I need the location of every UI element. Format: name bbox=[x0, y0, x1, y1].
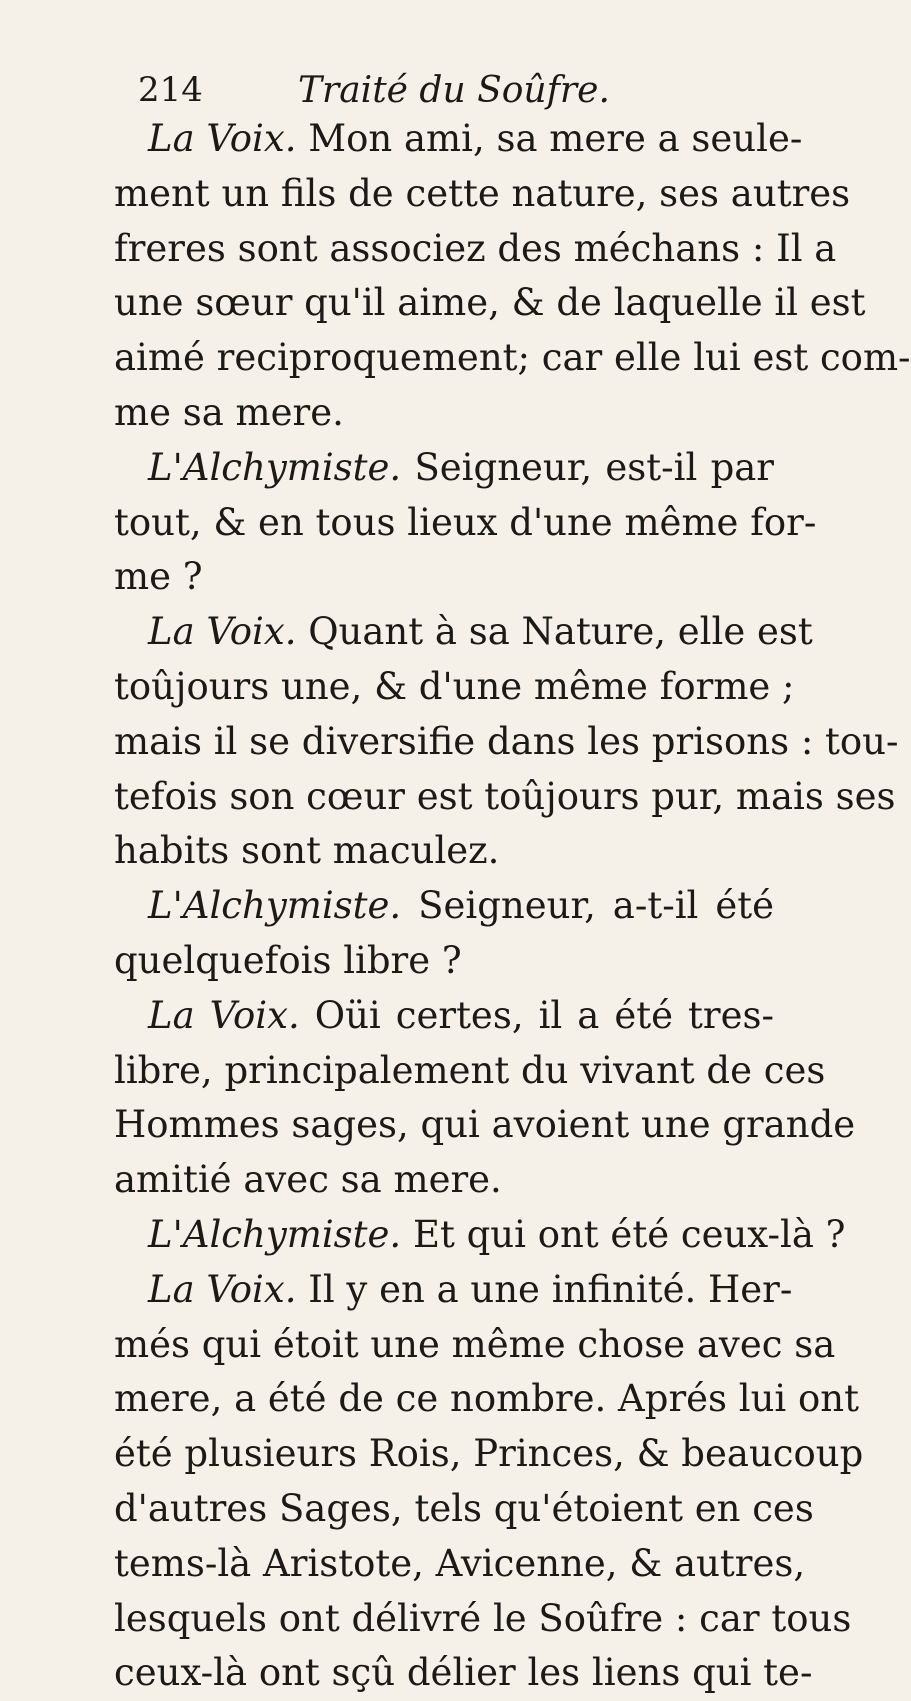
line-text: Mon ami, sa mere a seule- bbox=[296, 117, 803, 160]
text-line bbox=[114, 934, 774, 989]
line-text: tefois son cœur est toûjours pur, mais ses bbox=[114, 774, 896, 818]
line-text: habits sont maculez. bbox=[114, 829, 500, 873]
text-line bbox=[114, 1482, 814, 1537]
line-text: Seigneur, a-t-il été bbox=[401, 884, 774, 928]
text-line bbox=[114, 1372, 860, 1427]
text-line bbox=[114, 1427, 864, 1482]
text-line bbox=[114, 1208, 846, 1263]
text-line bbox=[114, 660, 795, 715]
text-line bbox=[114, 222, 837, 277]
line-text: lesquels ont délivré le Soûfre : car tous bbox=[114, 1596, 852, 1640]
text-line bbox=[114, 1098, 856, 1153]
text-line bbox=[114, 167, 851, 222]
text-line bbox=[114, 1537, 806, 1592]
line-text: quelquefois libre ? bbox=[114, 938, 462, 982]
page-number: 214 bbox=[138, 70, 203, 110]
line-text: mere, a été de ce nombre. Aprés lui ont bbox=[114, 1377, 860, 1421]
line-text: me ? bbox=[114, 555, 203, 599]
text-line bbox=[114, 1646, 813, 1701]
text-line bbox=[114, 112, 803, 167]
line-text: me sa mere. bbox=[114, 390, 344, 434]
speaker-name: La Voix. bbox=[148, 117, 297, 160]
text-line bbox=[114, 770, 896, 825]
line-text: été plusieurs Rois, Princes, & beaucoup bbox=[114, 1432, 864, 1476]
text-line bbox=[114, 331, 911, 386]
speaker-name: La Voix. bbox=[148, 1267, 297, 1311]
line-text: une sœur qu'il aime, & de laquelle il est bbox=[114, 281, 866, 325]
body-text bbox=[114, 112, 911, 1701]
line-text: ment un fils de cette nature, ses autres bbox=[114, 171, 851, 215]
text-line bbox=[114, 1263, 793, 1318]
speaker-name: L'Alchymiste. bbox=[148, 1212, 402, 1256]
line-text: Hommes sages, qui avoient une grande bbox=[114, 1103, 856, 1147]
line-text: Oüi certes, il a été tres- bbox=[299, 993, 774, 1037]
text-line bbox=[114, 879, 774, 934]
text-line bbox=[114, 1153, 774, 1208]
text-line bbox=[114, 386, 774, 441]
line-text: libre, principalement du vivant de ces bbox=[114, 1048, 826, 1092]
text-line bbox=[114, 715, 899, 770]
line-text: més qui étoit une même chose avec sa bbox=[114, 1322, 836, 1366]
text-line bbox=[114, 1318, 836, 1373]
speaker-name: L'Alchymiste. bbox=[148, 445, 402, 489]
speaker-name: L'Alchymiste. bbox=[148, 884, 402, 928]
speaker-name: La Voix. bbox=[148, 610, 297, 654]
text-line bbox=[114, 550, 774, 605]
line-text: tems-là Aristote, Avicenne, & autres, bbox=[114, 1541, 806, 1585]
line-text: Seigneur, est-il par bbox=[401, 445, 774, 489]
text-line bbox=[114, 1044, 826, 1099]
line-text: tout, & en tous lieux d'une même for- bbox=[114, 500, 817, 544]
line-text: d'autres Sages, tels qu'étoient en ces bbox=[114, 1486, 814, 1530]
line-text: freres sont associez des méchans : Il a bbox=[114, 226, 837, 270]
text-line bbox=[114, 496, 817, 551]
line-text: mais il se diversifie dans les prisons : tou- bbox=[114, 719, 899, 763]
text-line bbox=[114, 276, 866, 331]
line-text: amitié avec sa mere. bbox=[114, 1158, 502, 1202]
line-text: aimé reciproquement; car elle lui est com- bbox=[114, 336, 911, 380]
line-text: ceux-là ont sçû délier les liens qui te- bbox=[114, 1651, 813, 1695]
line-text: toûjours une, & d'une même forme ; bbox=[114, 664, 795, 708]
text-line bbox=[114, 1592, 852, 1647]
line-text: Et qui ont été ceux-là ? bbox=[401, 1212, 846, 1256]
text-line bbox=[114, 989, 774, 1044]
text-line bbox=[114, 441, 774, 496]
speaker-name: La Voix. bbox=[148, 993, 300, 1037]
line-text: Il y en a une infinité. Her- bbox=[296, 1267, 793, 1311]
text-line bbox=[114, 605, 813, 660]
text-line bbox=[114, 824, 774, 879]
running-title: Traité du Soûfre. bbox=[298, 70, 610, 111]
line-text: Quant à sa Nature, elle est bbox=[296, 610, 813, 654]
